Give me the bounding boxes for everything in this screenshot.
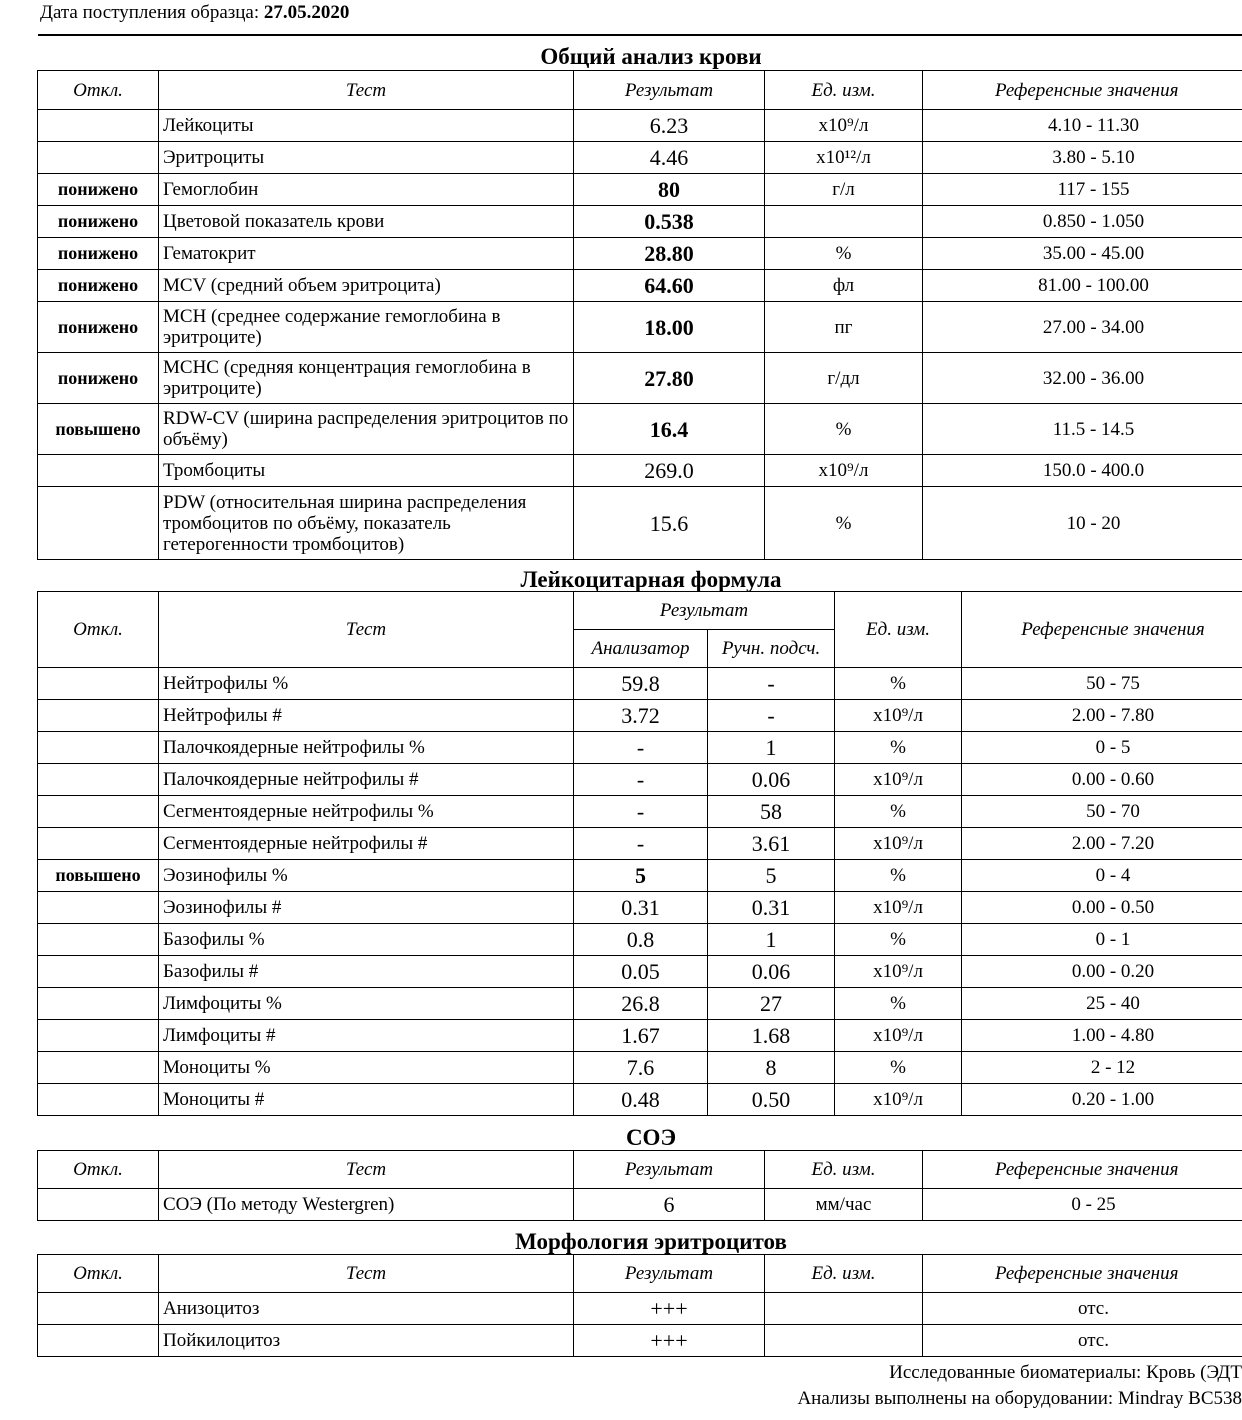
- manual-value: 0.06: [708, 956, 835, 988]
- unit-cell: %: [765, 487, 923, 560]
- reference-range: 1.00 - 4.80: [962, 1020, 1242, 1052]
- cbc-row: [38, 487, 1242, 560]
- reference-range: 0 - 5: [962, 732, 1242, 764]
- result-value: 0.538: [574, 206, 765, 238]
- col-manual: Ручн. подсч.: [708, 630, 835, 668]
- result-value: +++: [574, 1293, 765, 1325]
- esr-row: [38, 1189, 1242, 1221]
- esr-header-row: [38, 1151, 1242, 1189]
- col-test: Тест: [159, 1255, 574, 1293]
- wbc-row: [38, 956, 1242, 988]
- unit-cell: x10⁹/л: [835, 764, 962, 796]
- reference-range: 2.00 - 7.20: [962, 828, 1242, 860]
- unit-cell: %: [835, 924, 962, 956]
- flag-cell: [38, 796, 159, 828]
- reference-range: 27.00 - 34.00: [923, 302, 1242, 353]
- manual-value: 1: [708, 924, 835, 956]
- result-value: 6: [574, 1189, 765, 1221]
- cbc-body: [38, 110, 1242, 560]
- flag-cell: [38, 956, 159, 988]
- reference-range: отс.: [923, 1293, 1242, 1325]
- morph-title: Морфология эритроцитов: [515, 1229, 787, 1254]
- wbc-row: [38, 988, 1242, 1020]
- test-name: PDW (относительная ширина распределения тромбоцитов по объёму, показатель гетерогенности тромбоцитов): [159, 487, 574, 560]
- col-ref: Референсные значения: [923, 1255, 1242, 1293]
- result-value: 4.46: [574, 142, 765, 174]
- unit-cell: x10⁹/л: [835, 956, 962, 988]
- test-name: Палочкоядерные нейтрофилы #: [159, 764, 574, 796]
- morph-row: [38, 1293, 1242, 1325]
- cbc-row: [38, 206, 1242, 238]
- flag-cell: [38, 142, 159, 174]
- unit-cell: [765, 206, 923, 238]
- analyzer-value: 0.31: [574, 892, 708, 924]
- flag-cell: понижено: [38, 174, 159, 206]
- reference-range: 50 - 75: [962, 668, 1242, 700]
- cbc-title: Общий анализ крови: [540, 44, 762, 69]
- reference-range: 0 - 25: [923, 1189, 1242, 1221]
- morph-body: [38, 1293, 1242, 1357]
- reference-range: 81.00 - 100.00: [923, 270, 1242, 302]
- cbc-row: [38, 142, 1242, 174]
- reference-range: 25 - 40: [962, 988, 1242, 1020]
- cbc-row: [38, 455, 1242, 487]
- test-name: Гемоглобин: [159, 174, 574, 206]
- cbc-row: [38, 404, 1242, 455]
- unit-cell: %: [835, 860, 962, 892]
- reference-range: 3.80 - 5.10: [923, 142, 1242, 174]
- unit-cell: x10¹²/л: [765, 142, 923, 174]
- reference-range: 2.00 - 7.80: [962, 700, 1242, 732]
- wbc-title: Лейкоцитарная формула: [520, 567, 782, 592]
- test-name: Нейтрофилы %: [159, 668, 574, 700]
- wbc-row: [38, 668, 1242, 700]
- header-divider: [38, 34, 1242, 36]
- flag-cell: [38, 455, 159, 487]
- unit-cell: x10⁹/л: [765, 455, 923, 487]
- unit-cell: x10⁹/л: [765, 110, 923, 142]
- unit-cell: %: [765, 404, 923, 455]
- reference-range: 11.5 - 14.5: [923, 404, 1242, 455]
- flag-cell: [38, 1325, 159, 1357]
- test-name: Лимфоциты %: [159, 988, 574, 1020]
- reference-range: 0.20 - 1.00: [962, 1084, 1242, 1116]
- analyzer-value: 0.05: [574, 956, 708, 988]
- reference-range: 0.850 - 1.050: [923, 206, 1242, 238]
- reference-range: 0.00 - 0.50: [962, 892, 1242, 924]
- flag-cell: [38, 764, 159, 796]
- col-analyzer: Анализатор: [574, 630, 708, 668]
- cbc-row: [38, 110, 1242, 142]
- test-name: Нейтрофилы #: [159, 700, 574, 732]
- wbc-row: [38, 700, 1242, 732]
- wbc-row: [38, 796, 1242, 828]
- analyzer-value: 5: [574, 860, 708, 892]
- unit-cell: мм/час: [765, 1189, 923, 1221]
- cbc-row: [38, 174, 1242, 206]
- col-result: Результат: [574, 592, 835, 630]
- result-value: 18.00: [574, 302, 765, 353]
- flag-cell: понижено: [38, 206, 159, 238]
- manual-value: 8: [708, 1052, 835, 1084]
- result-value: 6.23: [574, 110, 765, 142]
- flag-cell: [38, 1020, 159, 1052]
- unit-cell: %: [835, 1052, 962, 1084]
- reference-range: 50 - 70: [962, 796, 1242, 828]
- test-name: MCH (среднее содержание гемоглобина в эритроците): [159, 302, 574, 353]
- unit-cell: пг: [765, 302, 923, 353]
- morph-table: [37, 1254, 1242, 1357]
- unit-cell: x10⁹/л: [835, 1084, 962, 1116]
- analyzer-value: 59.8: [574, 668, 708, 700]
- test-name: Моноциты %: [159, 1052, 574, 1084]
- col-result: Результат: [574, 1255, 765, 1293]
- sample-date-value: 27.05.2020: [263, 2, 350, 23]
- flag-cell: [38, 110, 159, 142]
- unit-cell: %: [765, 238, 923, 270]
- flag-cell: повышено: [38, 860, 159, 892]
- unit-cell: %: [835, 668, 962, 700]
- col-flag: Откл.: [38, 592, 159, 668]
- footer-equipment: Анализы выполнены на оборудовании: Mindray BC538: [797, 1388, 1242, 1409]
- col-ref: Референсные значения: [962, 592, 1242, 668]
- result-value: 80: [574, 174, 765, 206]
- manual-value: 0.50: [708, 1084, 835, 1116]
- unit-cell: г/дл: [765, 353, 923, 404]
- wbc-row: [38, 732, 1242, 764]
- esr-body: [38, 1189, 1242, 1221]
- col-test: Тест: [159, 592, 574, 668]
- result-value: 15.6: [574, 487, 765, 560]
- unit-cell: г/л: [765, 174, 923, 206]
- manual-value: 58: [708, 796, 835, 828]
- wbc-row: [38, 924, 1242, 956]
- sample-date-label: Дата поступления образца:: [40, 2, 260, 23]
- analyzer-value: -: [574, 732, 708, 764]
- analyzer-value: -: [574, 796, 708, 828]
- wbc-table: [37, 591, 1242, 1116]
- unit-cell: %: [835, 732, 962, 764]
- unit-cell: [765, 1293, 923, 1325]
- cbc-row: [38, 353, 1242, 404]
- manual-value: 27: [708, 988, 835, 1020]
- flag-cell: [38, 892, 159, 924]
- col-unit: Ед. изм.: [835, 592, 962, 668]
- flag-cell: [38, 988, 159, 1020]
- result-value: +++: [574, 1325, 765, 1357]
- test-name: Гематокрит: [159, 238, 574, 270]
- flag-cell: [38, 924, 159, 956]
- flag-cell: [38, 1293, 159, 1325]
- test-name: Базофилы %: [159, 924, 574, 956]
- flag-cell: понижено: [38, 302, 159, 353]
- reference-range: 10 - 20: [923, 487, 1242, 560]
- cbc-table: [37, 70, 1242, 560]
- flag-cell: [38, 487, 159, 560]
- sample-date-line: [40, 2, 349, 24]
- flag-cell: [38, 1084, 159, 1116]
- wbc-row: [38, 892, 1242, 924]
- wbc-row: [38, 828, 1242, 860]
- test-name: RDW-CV (ширина распределения эритроцитов по объёму): [159, 404, 574, 455]
- reference-range: 32.00 - 36.00: [923, 353, 1242, 404]
- test-name: Анизоцитоз: [159, 1293, 574, 1325]
- cbc-row: [38, 302, 1242, 353]
- test-name: Сегментоядерные нейтрофилы #: [159, 828, 574, 860]
- unit-cell: x10⁹/л: [835, 1020, 962, 1052]
- manual-value: 0.06: [708, 764, 835, 796]
- test-name: MCHC (средняя концентрация гемоглобина в эритроците): [159, 353, 574, 404]
- wbc-body: [38, 668, 1242, 1116]
- analyzer-value: 0.8: [574, 924, 708, 956]
- wbc-row: [38, 1084, 1242, 1116]
- col-unit: Ед. изм.: [765, 71, 923, 110]
- col-unit: Ед. изм.: [765, 1151, 923, 1189]
- col-ref: Референсные значения: [923, 1151, 1242, 1189]
- analyzer-value: 3.72: [574, 700, 708, 732]
- test-name: Эозинофилы %: [159, 860, 574, 892]
- test-name: Лимфоциты #: [159, 1020, 574, 1052]
- test-name: Эозинофилы #: [159, 892, 574, 924]
- flag-cell: [38, 1052, 159, 1084]
- flag-cell: [38, 668, 159, 700]
- col-test: Тест: [159, 71, 574, 110]
- test-name: Лейкоциты: [159, 110, 574, 142]
- test-name: Цветовой показатель крови: [159, 206, 574, 238]
- manual-value: 0.31: [708, 892, 835, 924]
- reference-range: 0 - 1: [962, 924, 1242, 956]
- unit-cell: %: [835, 796, 962, 828]
- morph-header-row: [38, 1255, 1242, 1293]
- test-name: Пойкилоцитоз: [159, 1325, 574, 1357]
- reference-range: 0.00 - 0.20: [962, 956, 1242, 988]
- wbc-row: [38, 764, 1242, 796]
- col-flag: Откл.: [38, 1151, 159, 1189]
- footer-biomaterial: Исследованные биоматериалы: Кровь (ЭДТ: [889, 1362, 1242, 1383]
- test-name: MCV (средний объем эритроцита): [159, 270, 574, 302]
- flag-cell: [38, 1189, 159, 1221]
- morph-row: [38, 1325, 1242, 1357]
- wbc-row: [38, 1020, 1242, 1052]
- cbc-row: [38, 238, 1242, 270]
- test-name: Палочкоядерные нейтрофилы %: [159, 732, 574, 764]
- manual-value: 3.61: [708, 828, 835, 860]
- unit-cell: %: [835, 988, 962, 1020]
- cbc-header-row: [38, 71, 1242, 110]
- col-result: Результат: [574, 71, 765, 110]
- reference-range: 117 - 155: [923, 174, 1242, 206]
- flag-cell: повышено: [38, 404, 159, 455]
- test-name: Тромбоциты: [159, 455, 574, 487]
- col-unit: Ед. изм.: [765, 1255, 923, 1293]
- test-name: Эритроциты: [159, 142, 574, 174]
- result-value: 269.0: [574, 455, 765, 487]
- analyzer-value: 1.67: [574, 1020, 708, 1052]
- cbc-row: [38, 270, 1242, 302]
- analyzer-value: 7.6: [574, 1052, 708, 1084]
- col-test: Тест: [159, 1151, 574, 1189]
- test-name: Базофилы #: [159, 956, 574, 988]
- reference-range: 35.00 - 45.00: [923, 238, 1242, 270]
- reference-range: 150.0 - 400.0: [923, 455, 1242, 487]
- analyzer-value: 26.8: [574, 988, 708, 1020]
- manual-value: -: [708, 668, 835, 700]
- flag-cell: [38, 732, 159, 764]
- reference-range: 0.00 - 0.60: [962, 764, 1242, 796]
- result-value: 64.60: [574, 270, 765, 302]
- esr-title: СОЭ: [625, 1125, 677, 1150]
- test-name: СОЭ (По методу Westergren): [159, 1189, 574, 1221]
- reference-range: 4.10 - 11.30: [923, 110, 1242, 142]
- test-name: Сегментоядерные нейтрофилы %: [159, 796, 574, 828]
- reference-range: 2 - 12: [962, 1052, 1242, 1084]
- wbc-header-row-1: [38, 592, 1242, 630]
- flag-cell: [38, 700, 159, 732]
- unit-cell: x10⁹/л: [835, 700, 962, 732]
- result-value: 28.80: [574, 238, 765, 270]
- esr-table: [37, 1150, 1242, 1221]
- manual-value: 1.68: [708, 1020, 835, 1052]
- flag-cell: [38, 828, 159, 860]
- analyzer-value: -: [574, 764, 708, 796]
- wbc-row: [38, 860, 1242, 892]
- analyzer-value: 0.48: [574, 1084, 708, 1116]
- unit-cell: x10⁹/л: [835, 828, 962, 860]
- test-name: Моноциты #: [159, 1084, 574, 1116]
- flag-cell: понижено: [38, 353, 159, 404]
- col-ref: Референсные значения: [923, 71, 1242, 110]
- reference-range: 0 - 4: [962, 860, 1242, 892]
- unit-cell: фл: [765, 270, 923, 302]
- wbc-row: [38, 1052, 1242, 1084]
- col-flag: Откл.: [38, 71, 159, 110]
- col-result: Результат: [574, 1151, 765, 1189]
- manual-value: 1: [708, 732, 835, 764]
- manual-value: 5: [708, 860, 835, 892]
- unit-cell: x10⁹/л: [835, 892, 962, 924]
- flag-cell: понижено: [38, 238, 159, 270]
- manual-value: -: [708, 700, 835, 732]
- flag-cell: понижено: [38, 270, 159, 302]
- unit-cell: [765, 1325, 923, 1357]
- col-flag: Откл.: [38, 1255, 159, 1293]
- reference-range: отс.: [923, 1325, 1242, 1357]
- result-value: 16.4: [574, 404, 765, 455]
- result-value: 27.80: [574, 353, 765, 404]
- analyzer-value: -: [574, 828, 708, 860]
